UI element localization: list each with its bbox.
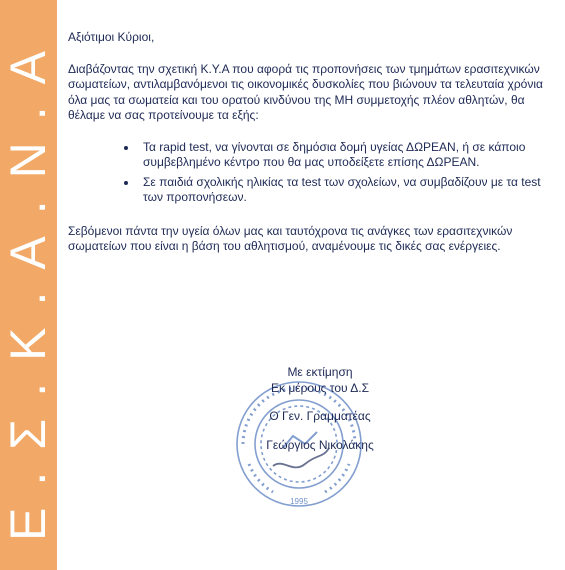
signatory-role: Ο Γεν. Γραμματέας	[269, 409, 371, 423]
closing-phrase: Με εκτίμηση	[287, 365, 353, 379]
paragraph-closing: Σεβόμενοι πάντα την υγεία όλων μας και ταυτόχρονα τις ανάγκες των ερασιτεχνικών σωματείων που είναι η βάση του αθλητισμού, αναμένουμε τις δικές σας ενέργειες.	[68, 223, 513, 253]
on-behalf-line: Εκ μέρους του Δ.Σ	[270, 380, 370, 395]
signature-block	[200, 365, 440, 453]
greeting: Αξιότιμοι Κύριοι,	[68, 30, 155, 44]
signatory-name: Γεώργιος Νικολάκης	[266, 437, 374, 452]
stamp-year: 1995	[290, 497, 308, 506]
proposal-list	[68, 140, 546, 206]
list-item: Σε παιδιά σχολικής ηλικίας τα test των σχολείων, να συμβαδίζουν με τα test των προπονήσεων.	[143, 175, 546, 206]
paragraph-intro: Διαβάζοντας την σχετική Κ.Υ.Α που αφορά τις προπονήσεις των τμημάτων ερασιτεχνικών σωματείων, αντιλαμβανόμενοι τις οικονομικές δυσκολίες που βιώνουν τα τελευταία χρόνια όλα μας τα σωματεία και του ορατού κινδύνου της ΜΗ συμμετοχής πλέον αθλητών, θα θέλαμε να σας προτείνουμε τα εξής:	[68, 61, 543, 122]
letter-body	[68, 30, 546, 255]
list-item: Τα rapid test, να γίνονται σε δημόσια δομή υγείας ΔΩΡΕΑΝ, ή σε κάποιο συμβεβλημένο κέντρο που θα μας υποδείξετε επίσης ΔΩΡΕΑΝ.	[143, 140, 546, 171]
organization-acronym: Ε.Σ.Κ.Α.Ν.Α	[0, 29, 56, 541]
sidebar-band	[0, 0, 57, 570]
